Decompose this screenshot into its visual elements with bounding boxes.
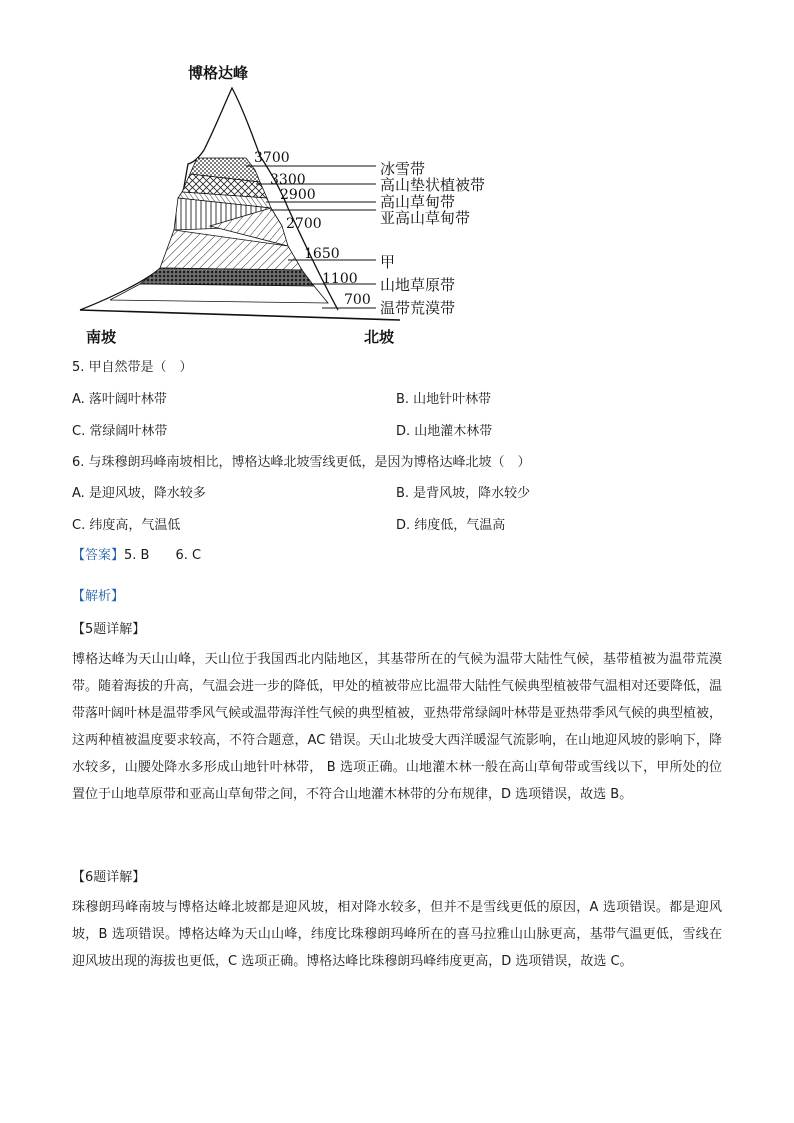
zone-label-2: 高山草甸带 bbox=[380, 193, 456, 211]
mountain-zonation-diagram bbox=[70, 58, 490, 356]
altitude-3300: 3300 bbox=[270, 172, 306, 188]
north-slope-label: 北坡 bbox=[364, 328, 395, 346]
south-slope-label: 南坡 bbox=[86, 328, 117, 346]
q6-option-d[interactable]: D. 纬度低，气温高 bbox=[396, 518, 506, 533]
zone-label-0: 冰雪带 bbox=[380, 160, 426, 178]
peak-label: 博格达峰 bbox=[188, 64, 249, 82]
zone-label-1: 高山垫状植被带 bbox=[380, 176, 486, 194]
question-5-stem: 5. 甲自然带是（ ） bbox=[72, 360, 193, 375]
answer-text: 5. B 6. C bbox=[124, 548, 202, 563]
q5-option-b[interactable]: B. 山地针叶林带 bbox=[396, 392, 492, 407]
q5-option-a[interactable]: A. 落叶阔叶林带 bbox=[72, 392, 167, 407]
zone-band-mountain-steppe bbox=[140, 268, 314, 286]
base-line bbox=[80, 310, 400, 320]
altitude-2900: 2900 bbox=[280, 187, 316, 203]
zone-label-6: 温带荒漠带 bbox=[380, 299, 456, 317]
altitude-1650: 1650 bbox=[304, 246, 340, 262]
q5-detail-text: 博格达峰为天山山峰，天山位于我国西北内陆地区，其基带所在的气候为温带大陆性气候，基带植被为温带荒漠带。随着海拔的升高，气温会进一步的降低，甲处的植被带应比温带大陆性气候典型植被带气温相对还要降低，温带落叶阔叶林是温带季风气候或温带海洋性气候的典型植被，亚热带常绿阔叶林带是亚热带季风气候的典型植被，这两种植被温度要求较高，不符合题意，AC 错误。天山北坡受大西洋暖湿气流影响，在山地迎风坡的影响下，降水较多，山腰处降水多形成山地针叶林带， B 选项正确。山地灌木林一般在高山草甸带或雪线以下，甲所处的位置位于山地草原带和亚高山草甸带之间，不符合山地灌木林带的分布规律，D 选项错误，故选 B。 bbox=[72, 652, 723, 802]
altitude-1100: 1100 bbox=[322, 271, 358, 287]
q5-detail-heading: 【5题详解】 bbox=[72, 622, 146, 637]
q6-option-b[interactable]: B. 是背风坡，降水较少 bbox=[396, 486, 531, 501]
analysis-tag: 【解析】 bbox=[72, 589, 125, 604]
q6-option-a[interactable]: A. 是迎风坡，降水较多 bbox=[72, 486, 206, 501]
zone-label-4: 甲 bbox=[380, 253, 396, 271]
q6-option-c[interactable]: C. 纬度高，气温低 bbox=[72, 518, 181, 533]
zone-label-5: 山地草原带 bbox=[380, 276, 456, 294]
zone-label-3: 亚高山草甸带 bbox=[380, 209, 471, 227]
question-6-stem: 6. 与珠穆朗玛峰南坡相比，博格达峰北坡雪线更低，是因为博格达峰北坡（ ） bbox=[72, 455, 531, 470]
q6-detail-text: 珠穆朗玛峰南坡与博格达峰北坡都是迎风坡，相对降水较多，但并不是雪线更低的原因，A 选项错误。都是迎风坡，B 选项错误。博格达峰为天山山峰，纬度比珠穆朗玛峰所在的喜马拉雅山山脉更高，基带气温更低，雪线在迎风坡出现的海拔也更低，C 选项正确。博格达峰比珠穆朗玛峰纬度更高，D 选项错误，故选 C。 bbox=[72, 900, 722, 969]
altitude-2700: 2700 bbox=[286, 216, 322, 232]
answer-tag: 【答案】 bbox=[72, 548, 125, 563]
altitude-700: 700 bbox=[344, 292, 371, 308]
answer-line bbox=[72, 546, 201, 566]
altitude-3700: 3700 bbox=[254, 150, 290, 166]
q6-detail-heading: 【6题详解】 bbox=[72, 870, 146, 885]
q5-option-d[interactable]: D. 山地灌木林带 bbox=[396, 424, 493, 439]
q5-option-c[interactable]: C. 常绿阔叶林带 bbox=[72, 424, 168, 439]
zone-band-temperate-desert bbox=[110, 284, 328, 303]
